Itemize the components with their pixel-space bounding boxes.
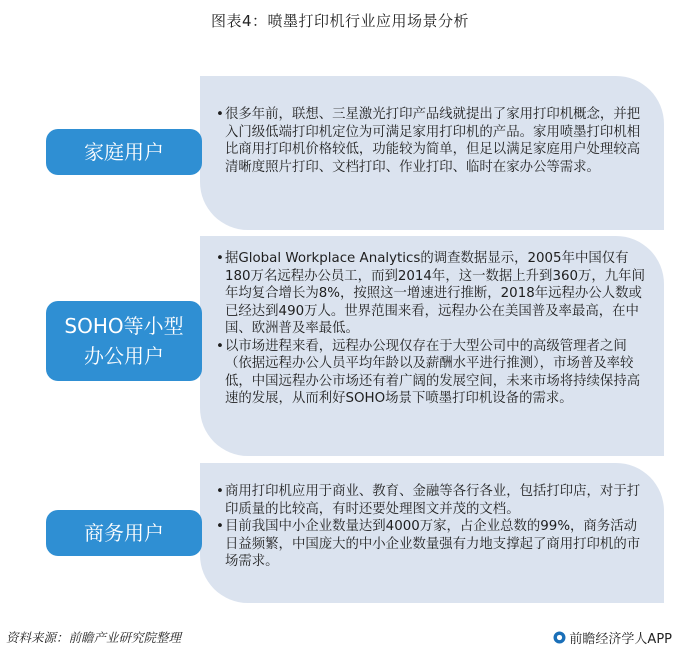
figure-title: 图表4：喷墨打印机行业应用场景分析 bbox=[210, 12, 470, 30]
brand-name: 前瞻经济学人APP bbox=[569, 632, 672, 647]
category-label-home: 家庭用户 bbox=[46, 129, 202, 175]
brand-credit bbox=[553, 628, 672, 647]
bullet-mark: • bbox=[216, 251, 224, 266]
bullet-mark: • bbox=[216, 484, 224, 499]
bullet-text: 商用打印机应用于商业、教育、金融等各行各业，包括打印店，对于打印质量的比较高，有时还要处理图文并茂的文档。 bbox=[225, 484, 641, 517]
bullet-text: 很多年前，联想、三星激光打印产品线就提出了家用打印机概念，并把入门级低端打印机定位为可满足家用打印机的产品。家用喷墨打印机相比商用打印机价格较低，功能较为简单，但足以满足家庭用户处理较高清晰度照片打印、文档打印、作业打印、临时在家办公等需求。 bbox=[225, 107, 641, 175]
bullet-text: 目前我国中小企业数量达到4000万家，占企业总数的99%，商务活动日益频繁，中国庞大的中小企业数量强有力地支撑起了商用打印机的市场需求。 bbox=[225, 519, 641, 569]
description-panel-business bbox=[200, 463, 664, 603]
category-label-business: 商务用户 bbox=[46, 510, 202, 556]
bullet-item bbox=[216, 483, 648, 518]
bullet-mark: • bbox=[216, 338, 224, 354]
bullet-item bbox=[216, 518, 648, 571]
qianzhan-logo-icon bbox=[553, 631, 566, 644]
bullet-item bbox=[216, 106, 648, 176]
bullet-mark: • bbox=[216, 107, 224, 122]
bullet-item bbox=[216, 338, 648, 408]
description-panel-home bbox=[200, 76, 664, 230]
bullet-item bbox=[216, 250, 648, 338]
source-note: 资料来源：前瞻产业研究院整理 bbox=[6, 630, 182, 645]
bullet-text: 据Global Workplace Analytics的调查数据显示，2005年中国仅有180万名远程办公员工，而到2014年，这一数据上升到360万，九年间年均复合增长为8%，按照这一增速进行推断，2018年远程办公人数或已经达到490万人。世界范围来看，远程办公在美国普及率最高，在中国、欧洲普及率最低。 bbox=[225, 251, 645, 336]
bullet-text: 以市场进程来看，远程办公现仅存在于大型公司中的高级管理者之间（依据远程办公人员平均年龄以及薪酬水平进行推测），市场普及率较低，中国远程办公市场还有着广阔的发展空间，未来市场将持续保持高速的发展，从而利好SOHO场景下喷墨打印机设备的需求。 bbox=[225, 338, 641, 406]
description-panel-soho bbox=[200, 236, 664, 456]
bullet-mark: • bbox=[216, 519, 224, 534]
category-label-soho: SOHO等小型办公用户 bbox=[46, 301, 202, 381]
